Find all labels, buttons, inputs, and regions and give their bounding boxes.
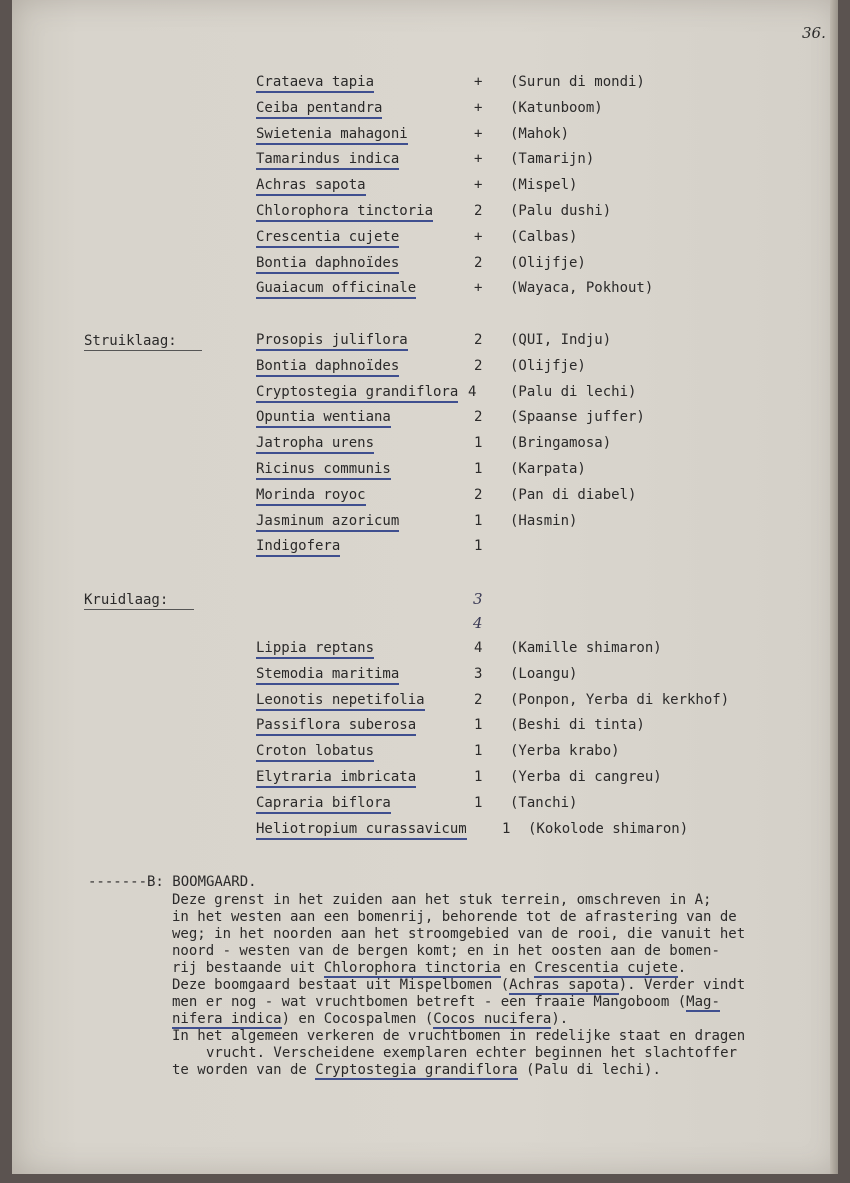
species-latin-name: Croton lobatus	[256, 743, 374, 762]
page-number: 36.	[802, 24, 826, 42]
species-latin-name: Cryptostegia grandiflora	[256, 384, 458, 403]
abundance-count: 1	[502, 820, 511, 837]
species-latin-name: Ceiba pentandra	[256, 100, 382, 119]
species-common-name: (Bringamosa)	[510, 435, 612, 452]
species-reference: Chlorophora tinctoria	[323, 960, 501, 976]
paragraph-line	[172, 1062, 661, 1078]
abundance-count: 3	[474, 665, 483, 682]
abundance-count: +	[474, 177, 483, 194]
species-latin-name: Bontia daphnoïdes	[256, 358, 399, 377]
herb-layer-label: Kruidlaag:	[84, 592, 194, 610]
species-latin-name: Crataeva tapia	[256, 74, 374, 93]
species-common-name: (Mispel)	[510, 177, 578, 194]
herb-count-mark: 3	[473, 590, 483, 608]
document-page	[12, 0, 838, 1174]
abundance-count: 1	[474, 538, 483, 555]
text-span: ). Verder vindt	[618, 977, 746, 993]
species-common-name: (Pan di diabel)	[510, 486, 637, 503]
species-latin-name: Capraria biflora	[256, 795, 391, 814]
abundance-count: 1	[474, 794, 483, 811]
species-reference: Crescentia cujete	[534, 960, 678, 976]
species-latin-name: Jatropha urens	[256, 435, 374, 454]
species-latin-name: Tamarindus indica	[256, 151, 399, 170]
paragraph-line: Deze grenst in het zuiden aan het stuk terrein, omschreven in A;	[172, 892, 712, 908]
paragraph-line: In het algemeen verkeren de vruchtbomen in redelijke staat en dragen	[172, 1028, 746, 1044]
text-span: Deze boomgaard bestaat uit Mispelbomen (	[172, 977, 510, 993]
species-common-name: (Surun di mondi)	[510, 74, 645, 90]
species-common-name: (Palu di lechi)	[510, 383, 637, 400]
abundance-count: 1	[474, 717, 483, 734]
abundance-count: 2	[474, 486, 483, 503]
species-latin-name: Ricinus communis	[256, 461, 391, 480]
species-latin-name: Bontia daphnoïdes	[256, 255, 399, 274]
paragraph-line	[172, 1011, 568, 1027]
species-common-name: (Yerba di cangreu)	[510, 769, 662, 785]
abundance-count: 2	[474, 409, 483, 426]
species-latin-name: Stemodia maritima	[256, 666, 399, 685]
text-span: ).	[551, 1011, 569, 1027]
species-latin-name: Jasminum azoricum	[256, 513, 399, 532]
species-latin-name: Morinda royoc	[256, 487, 366, 506]
text-span: te worden van de	[172, 1062, 316, 1078]
species-common-name: (Kokolode shimaron)	[528, 820, 689, 837]
text-span: rij bestaande uit	[172, 960, 324, 976]
paragraph-line: in het westen aan een bomenrij, behorende tot de afrastering van de	[172, 909, 737, 925]
species-latin-name: Passiflora suberosa	[256, 717, 416, 736]
species-latin-name: Guaiacum officinale	[256, 280, 416, 299]
shrub-layer-label: Struiklaag:	[84, 333, 202, 351]
abundance-count: 2	[474, 357, 483, 374]
species-reference: Cryptostegia grandiflora	[315, 1062, 518, 1078]
paragraph-line	[172, 977, 745, 993]
species-latin-name: Leonotis nepetifolia	[256, 692, 425, 711]
species-common-name: (Kamille shimaron)	[510, 640, 662, 656]
species-common-name: (Tamarijn)	[510, 151, 595, 168]
text-span: ) en Cocospalmen (	[281, 1011, 434, 1027]
species-latin-name: Opuntia wentiana	[256, 409, 391, 428]
species-common-name: (Calbas)	[510, 228, 578, 245]
species-latin-name: Achras sapota	[256, 177, 366, 196]
species-common-name: (QUI, Indju)	[510, 332, 612, 348]
species-latin-name: Heliotropium curassavicum	[256, 821, 467, 840]
species-common-name: (Olijfje)	[510, 357, 586, 374]
species-latin-name: Prosopis juliflora	[256, 332, 408, 351]
species-common-name: (Mahok)	[510, 125, 570, 142]
abundance-count: +	[474, 99, 483, 116]
species-common-name: (Hasmin)	[510, 512, 578, 529]
abundance-count: 1	[474, 743, 483, 760]
paragraph-line: weg; in het noorden aan het stroomgebied van de rooi, die vanuit het	[172, 926, 746, 942]
abundance-count: 2	[474, 203, 483, 219]
paragraph-line	[172, 960, 686, 976]
abundance-count: 1	[474, 769, 483, 785]
species-common-name: (Wayaca, Pokhout)	[510, 280, 654, 297]
species-latin-name: Crescentia cujete	[256, 229, 399, 248]
abundance-count: 1	[474, 435, 483, 452]
text-span: .	[677, 960, 687, 976]
species-latin-name: Lippia reptans	[256, 640, 374, 659]
species-common-name: (Yerba krabo)	[510, 743, 620, 760]
abundance-count: 4	[468, 383, 477, 400]
abundance-count: +	[474, 74, 483, 90]
abundance-count: 2	[474, 332, 483, 348]
species-common-name: (Spaanse juffer)	[510, 409, 645, 426]
text-span: (Palu di lechi).	[517, 1062, 661, 1078]
species-common-name: (Palu dushi)	[510, 203, 612, 219]
abundance-count: +	[474, 125, 483, 142]
species-common-name: (Karpata)	[510, 461, 586, 477]
species-common-name: (Ponpon, Yerba di kerkhof)	[510, 691, 730, 708]
herb-count-mark: 4	[473, 614, 483, 632]
species-reference: Cocos nucifera	[433, 1011, 552, 1027]
paragraph-line: noord - westen van de bergen komt; en in het oosten aan de bomen-	[172, 943, 720, 959]
species-common-name: (Tanchi)	[510, 794, 578, 811]
species-latin-name: Chlorophora tinctoria	[256, 203, 433, 222]
abundance-count: 4	[474, 640, 483, 656]
abundance-count: +	[474, 228, 483, 245]
abundance-count: 1	[474, 512, 483, 529]
species-common-name: (Katunboom)	[510, 99, 603, 116]
species-common-name: (Loangu)	[510, 665, 578, 682]
species-reference: nifera indica	[172, 1011, 282, 1027]
species-common-name: (Olijfje)	[510, 254, 586, 271]
paragraph-line: vrucht. Verscheidene exemplaren echter beginnen het slachtoffer	[206, 1045, 738, 1061]
abundance-count: +	[474, 151, 483, 168]
abundance-count: +	[474, 280, 483, 297]
species-reference: Mag-	[686, 994, 720, 1010]
species-reference: Achras sapota	[509, 977, 619, 993]
text-span: men er nog - wat vruchtbomen betreft - een fraaie Mangoboom (	[172, 994, 687, 1010]
text-span: en	[500, 960, 535, 976]
species-common-name: (Beshi di tinta)	[510, 717, 645, 734]
abundance-count: 1	[474, 461, 483, 477]
abundance-count: 2	[474, 691, 483, 708]
species-latin-name: Elytraria imbricata	[256, 769, 416, 788]
species-latin-name: Indigofera	[256, 538, 340, 557]
section-heading: -------B: BOOMGAARD.	[88, 874, 257, 890]
page-edge	[830, 0, 838, 1174]
paragraph-line	[172, 994, 720, 1010]
species-latin-name: Swietenia mahagoni	[256, 126, 408, 145]
abundance-count: 2	[474, 254, 483, 271]
